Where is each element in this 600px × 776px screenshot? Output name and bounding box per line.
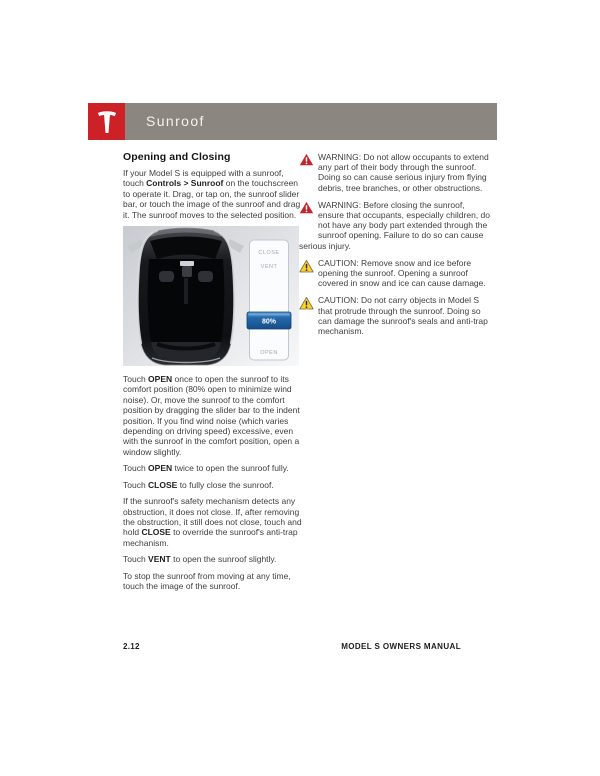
text-segment: once to open the sunroof to its comfort position (80% open to minimize wind noise). Or, move the sunroof to the comfort position by dragging the slider bar to the indent position. If you find wind noise (which varies depending on driving speed) excessive, even with the sunroof in the comfort position, open a window slightly. — [123, 374, 300, 457]
left-column — [123, 151, 302, 597]
tesla-logo — [88, 103, 125, 140]
slider-open-label: OPEN — [260, 350, 278, 357]
rearview-mirror — [182, 266, 192, 277]
right-headrest — [198, 271, 213, 282]
text-segment: to override the sunroof's anti-trap mechanism. — [123, 527, 298, 548]
caution-notice — [299, 295, 491, 336]
slider-handle-label: 80% — [261, 318, 277, 326]
text-segment: OPEN — [148, 374, 173, 385]
chapter-header — [88, 103, 497, 140]
text-segment: Touch — [123, 374, 149, 385]
rearview-mirror-glint — [180, 261, 194, 266]
text-segment: CLOSE — [148, 479, 178, 490]
text-segment: Touch — [123, 554, 149, 565]
text-segment: on the touchscreen to operate it. Drag, or tap on, the sunroof slider bar, or touch the image of the sunroof and drag it. The sunroof moves to the selected position. — [123, 178, 301, 220]
text-segment: VENT — [148, 554, 171, 565]
text-segment: If your Model S is equipped with a sunroof, touch — [123, 168, 284, 189]
center-console — [184, 278, 188, 304]
slider-close-label: CLOSE — [258, 250, 280, 257]
warning-notice — [299, 200, 491, 251]
paragraph-close — [123, 480, 302, 490]
paragraph-vent — [123, 554, 302, 564]
paragraph-anti-trap — [123, 496, 302, 548]
slider-handle — [247, 312, 291, 329]
handle-gloss — [249, 314, 290, 316]
model-s-top-view-image — [123, 226, 299, 366]
right-column — [299, 152, 491, 343]
text-segment: Controls > Sunroof — [146, 178, 224, 189]
warning-text: WARNING: Before closing the sunroof, ensure that occupants, especially children, do not have any body part extended through the sunroof opening. Failure to do so can cause serious injury. — [299, 199, 490, 251]
warning-icon — [299, 200, 318, 232]
tesla-logo-icon — [94, 108, 120, 136]
slider-vent-label: VENT — [260, 264, 278, 271]
warning-text: WARNING: Do not allow occupants to extend any part of their body through the sunroof. Doing so can cause serious injury from flying debris, tree branches, or other obstructions. — [318, 152, 489, 193]
text-segment: Touch — [123, 479, 149, 490]
text-segment: CLOSE — [141, 527, 171, 538]
text-segment: To stop the sunroof from moving at any time, touch the image of the sunroof. — [123, 570, 291, 591]
paragraph-open-twice — [123, 463, 302, 473]
warning-icon — [299, 152, 318, 184]
text-segment: OPEN — [148, 463, 173, 474]
section-title: Opening and Closing — [123, 151, 231, 163]
page-number: 2.12 — [123, 642, 140, 651]
paragraph-intro — [123, 168, 302, 220]
chapter-title: Sunroof — [146, 113, 205, 129]
text-segment: to open the sunroof slightly. — [170, 554, 277, 565]
car-top-view — [127, 228, 244, 365]
caution-icon — [299, 296, 315, 311]
sunroof-slider — [247, 240, 291, 360]
caution-text: CAUTION: Do not carry objects in Model S that protrude through the sunroof. Doing so can damage the sunroof's seals and anti-trap mechanism. — [318, 295, 488, 337]
left-headrest — [159, 271, 174, 282]
manual-title: MODEL S OWNERS MANUAL — [341, 642, 461, 651]
caution-notice — [299, 258, 491, 289]
paragraph-open-once — [123, 374, 302, 457]
sunroof-control-figure — [123, 226, 299, 366]
caution-icon — [299, 259, 315, 274]
text-segment: to fully close the sunroof. — [177, 479, 274, 490]
text-segment: twice to open the sunroof fully. — [172, 463, 289, 474]
warning-notice — [299, 152, 491, 193]
text-segment: Touch — [123, 463, 149, 474]
caution-text: CAUTION: Remove snow and ice before opening the sunroof. Opening a sunroof covered in snow and ice can cause damage. — [318, 257, 486, 289]
slider-track — [250, 240, 289, 360]
paragraph-stop — [123, 571, 302, 592]
text-segment: If the sunroof's safety mechanism detects any obstruction, it does not close. If, after removing the obstruction, it still does not close, touch and hold — [123, 496, 302, 538]
